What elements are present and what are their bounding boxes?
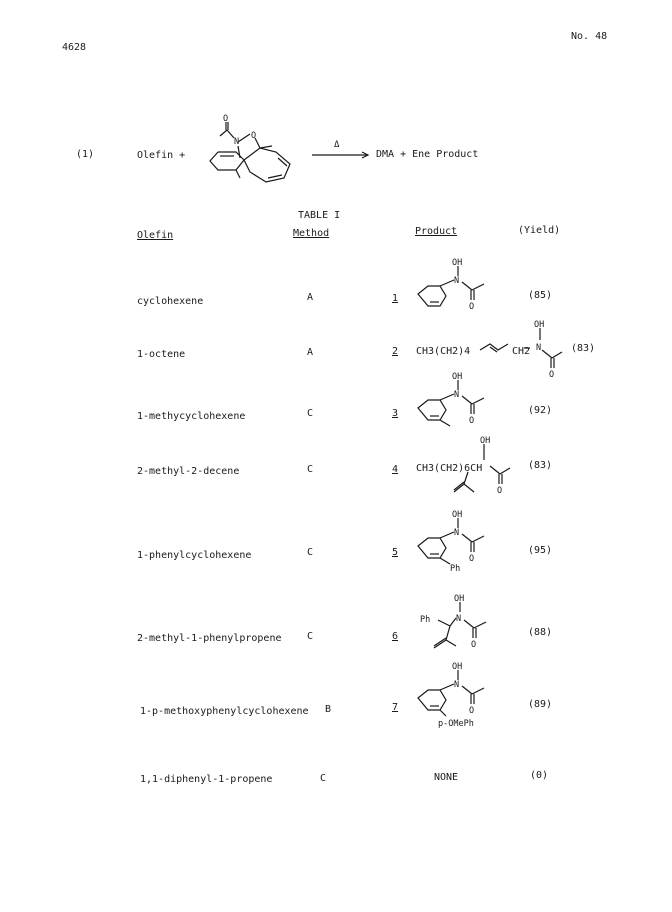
method: C: [307, 464, 314, 475]
method: A: [307, 292, 314, 303]
n-label: N: [454, 390, 460, 400]
n-label: N: [454, 528, 460, 538]
o-label: O: [497, 486, 503, 496]
product-structure-7: [414, 662, 514, 732]
method: C: [307, 408, 314, 419]
decenyl-formula: CH3(CH2)6CH: [416, 463, 483, 474]
product-structure-1: [414, 256, 504, 318]
yield: (83): [571, 343, 596, 354]
oh-label: OH: [452, 510, 463, 520]
method: C: [320, 773, 327, 784]
page-number: 4628: [62, 42, 87, 53]
n-label: N: [454, 680, 460, 690]
n-label: N: [456, 614, 462, 624]
compound-number: 1: [392, 293, 399, 304]
olefin-name: 2-methyl-2-decene: [137, 466, 240, 477]
oh-label: OH: [534, 320, 545, 330]
reagent-structure: [198, 116, 308, 196]
oh-label: OH: [480, 436, 491, 446]
reaction-arrow: [310, 146, 372, 160]
product-structure-4: [440, 436, 530, 498]
ch2-label: CH2: [512, 346, 531, 357]
product-structure-3: [414, 372, 504, 434]
o-label: O: [469, 706, 475, 716]
yield: (95): [528, 545, 553, 556]
o-label: O: [469, 302, 475, 312]
yield: (88): [528, 627, 553, 638]
o-label: O: [469, 416, 475, 426]
compound-number: 5: [392, 547, 399, 558]
olefin-name: 1,1-diphenyl-1-propene: [140, 774, 273, 785]
arrow-condition: Δ: [334, 140, 340, 150]
header-olefin: Olefin: [137, 230, 174, 241]
n-label: N: [536, 343, 542, 353]
p-methoxyphenyl-label: p-OMePh: [438, 719, 474, 729]
product-none: NONE: [434, 772, 459, 783]
reagent-o-label: O: [223, 114, 229, 124]
oh-label: OH: [452, 662, 463, 672]
olefin-name: 2-methyl-1-phenylpropene: [137, 633, 282, 644]
oh-label: OH: [454, 594, 465, 604]
yield: (85): [528, 290, 553, 301]
table-title: TABLE I: [298, 210, 341, 221]
ph-label: Ph: [450, 564, 461, 574]
compound-number: 7: [392, 702, 399, 713]
header-yield: (Yield): [518, 225, 561, 236]
olefin-name: 1-p-methoxyphenylcyclohexene: [140, 706, 309, 717]
compound-number: 3: [392, 408, 399, 419]
yield: (89): [528, 699, 553, 710]
product-structure-5: [414, 508, 504, 578]
method: B: [325, 704, 332, 715]
yield: (0): [530, 770, 549, 781]
yield: (92): [528, 405, 553, 416]
yield: (83): [528, 460, 553, 471]
olefin-name: 1-octene: [137, 349, 186, 360]
olefin-name: 1-methycyclohexene: [137, 411, 246, 422]
scheme-label: (1): [76, 149, 95, 160]
o-label: O: [471, 640, 477, 650]
scheme-reactant: Olefin +: [137, 150, 186, 161]
compound-number: 6: [392, 631, 399, 642]
method: A: [307, 347, 314, 358]
method: C: [307, 631, 314, 642]
journal-issue: No. 48: [571, 31, 608, 42]
n-label: N: [454, 276, 460, 286]
compound-number: 2: [392, 346, 399, 357]
o-label: O: [469, 554, 475, 564]
scheme-products: DMA + Ene Product: [376, 149, 479, 160]
o-label: O: [549, 370, 555, 380]
reagent-bridge-o-label: O: [251, 131, 257, 141]
oh-label: OH: [452, 372, 463, 382]
oh-label: OH: [452, 258, 463, 268]
method: C: [307, 547, 314, 558]
compound-number: 4: [392, 464, 399, 475]
olefin-name: 1-phenylcyclohexene: [137, 550, 252, 561]
octenyl-formula: CH3(CH2)4: [416, 346, 471, 357]
olefin-name: cyclohexene: [137, 296, 204, 307]
reagent-n-label: N: [234, 137, 240, 147]
product-structure-6: [416, 594, 506, 664]
header-method: Method: [293, 228, 330, 239]
header-product: Product: [415, 226, 458, 237]
ph-label: Ph: [420, 615, 431, 625]
